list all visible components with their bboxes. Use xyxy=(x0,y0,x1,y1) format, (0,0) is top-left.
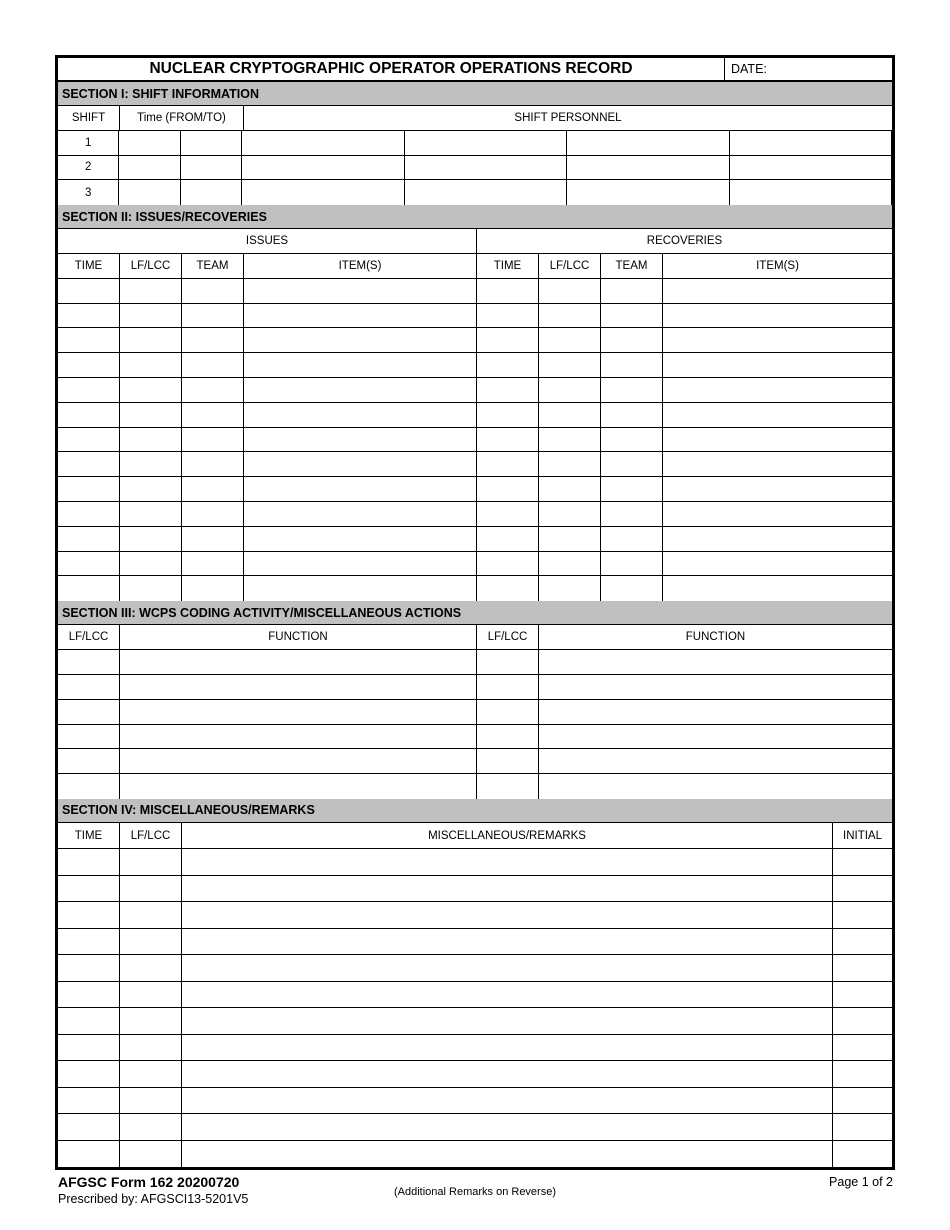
remark-row-1-cell-3[interactable] xyxy=(182,849,833,875)
shift-3-cell-3[interactable] xyxy=(181,180,242,205)
prescribed-by: Prescribed by: AFGSCI13-5201V5 xyxy=(58,1192,249,1206)
issue-row-2-cell-6[interactable] xyxy=(539,304,601,328)
remark-row-4-cell-3[interactable] xyxy=(182,929,833,955)
s4-col-remarks: MISCELLANEOUS/REMARKS xyxy=(182,823,833,849)
remark-row-8-cell-2[interactable] xyxy=(120,1035,182,1061)
remark-row-2-cell-1[interactable] xyxy=(58,876,120,902)
coding-row-5-cell-3[interactable] xyxy=(477,749,539,773)
remark-row xyxy=(58,1141,892,1168)
issue-row-6-cell-7[interactable] xyxy=(601,403,663,427)
issue-row-12-cell-2[interactable] xyxy=(120,552,182,576)
coding-row-2-cell-3[interactable] xyxy=(477,675,539,699)
issue-row-11-cell-2[interactable] xyxy=(120,527,182,551)
remark-row-4-cell-1[interactable] xyxy=(58,929,120,955)
issue-row-8-cell-8[interactable] xyxy=(663,452,892,476)
remark-row-6-cell-4[interactable] xyxy=(833,982,892,1008)
shift-1-cell-6[interactable] xyxy=(567,131,729,155)
recoveries-label: RECOVERIES xyxy=(646,235,723,248)
issue-row-2-cell-8[interactable] xyxy=(663,304,892,328)
remark-row xyxy=(58,876,892,903)
issue-row-10-cell-2[interactable] xyxy=(120,502,182,526)
issue-recovery-row xyxy=(58,452,892,477)
issue-row-2-cell-5[interactable] xyxy=(477,304,539,328)
remark-row-4-cell-4[interactable] xyxy=(833,929,892,955)
issue-row-9-cell-8[interactable] xyxy=(663,477,892,501)
shift-2-cell-3[interactable] xyxy=(181,156,242,180)
s4-col-lf-lcc: LF/LCC xyxy=(120,823,182,849)
shift-number: 2 xyxy=(58,156,119,180)
remark-row-11-cell-4[interactable] xyxy=(833,1114,892,1140)
coding-row-3-cell-4[interactable] xyxy=(539,700,892,724)
page-number: Page 1 of 2 xyxy=(829,1175,893,1189)
remark-row-5-cell-3[interactable] xyxy=(182,955,833,981)
issue-row-1-cell-7[interactable] xyxy=(601,279,663,303)
remark-row-4-cell-2[interactable] xyxy=(120,929,182,955)
remark-row-6-cell-2[interactable] xyxy=(120,982,182,1008)
issue-row-9-cell-6[interactable] xyxy=(539,477,601,501)
issue-row-13-cell-8[interactable] xyxy=(663,576,892,601)
issue-row-7-cell-2[interactable] xyxy=(120,428,182,452)
remark-row-3-cell-3[interactable] xyxy=(182,902,833,928)
issue-row-6-cell-3[interactable] xyxy=(182,403,244,427)
issue-row-13-cell-3[interactable] xyxy=(182,576,244,601)
issue-row-3-cell-6[interactable] xyxy=(539,328,601,352)
remark-row-12-cell-2[interactable] xyxy=(120,1141,182,1168)
issue-row-2-cell-4[interactable] xyxy=(244,304,477,328)
coding-activity-row xyxy=(58,675,892,700)
issue-row-9-cell-7[interactable] xyxy=(601,477,663,501)
remark-row-11-cell-3[interactable] xyxy=(182,1114,833,1140)
issue-row-11-cell-3[interactable] xyxy=(182,527,244,551)
recoveries-col-lf-lcc: LF/LCC xyxy=(539,254,601,278)
remark-row-7-cell-3[interactable] xyxy=(182,1008,833,1034)
s4-col-time: TIME xyxy=(58,823,120,849)
remark-row xyxy=(58,1114,892,1141)
issue-row-3-cell-5[interactable] xyxy=(477,328,539,352)
section-3-heading: SECTION III: WCPS CODING ACTIVITY/MISCELLANEOUS ACTIONS xyxy=(58,601,892,625)
remark-row-8-cell-1[interactable] xyxy=(58,1035,120,1061)
remark-row xyxy=(58,982,892,1009)
issue-recovery-row xyxy=(58,576,892,601)
issues-col-time: TIME xyxy=(58,254,120,278)
issue-row-6-cell-8[interactable] xyxy=(663,403,892,427)
issue-row-9-cell-2[interactable] xyxy=(120,477,182,501)
coding-row-6-cell-2[interactable] xyxy=(120,774,477,799)
remark-row-10-cell-3[interactable] xyxy=(182,1088,833,1114)
operations-record-form xyxy=(55,55,895,1170)
remark-row xyxy=(58,1008,892,1035)
coding-row-1-cell-4[interactable] xyxy=(539,650,892,674)
remark-row xyxy=(58,929,892,956)
issue-row-11-cell-6[interactable] xyxy=(539,527,601,551)
issue-row-1-cell-8[interactable] xyxy=(663,279,892,303)
coding-row-5-cell-1[interactable] xyxy=(58,749,120,773)
recoveries-col-items: ITEM(S) xyxy=(756,259,799,272)
issues-col-items: ITEM(S) xyxy=(244,254,477,278)
form-title: NUCLEAR CRYPTOGRAPHIC OPERATOR OPERATIONS RECORD xyxy=(58,58,725,80)
remark-row-7-cell-2[interactable] xyxy=(120,1008,182,1034)
remark-rows xyxy=(58,849,892,1167)
remark-row-10-cell-4[interactable] xyxy=(833,1088,892,1114)
shift-2-cell-4[interactable] xyxy=(242,156,404,180)
col-shift-personnel: SHIFT PERSONNEL xyxy=(514,111,622,124)
issue-row-10-cell-7[interactable] xyxy=(601,502,663,526)
s3-col-function-right: FUNCTION xyxy=(685,631,746,644)
remark-row-3-cell-4[interactable] xyxy=(833,902,892,928)
issue-row-3-cell-2[interactable] xyxy=(120,328,182,352)
issue-row-10-cell-4[interactable] xyxy=(244,502,477,526)
issue-row-9-cell-1[interactable] xyxy=(58,477,120,501)
remark-row-2-cell-3[interactable] xyxy=(182,876,833,902)
issue-row-5-cell-3[interactable] xyxy=(182,378,244,402)
coding-rows xyxy=(58,650,892,799)
section-3-header-row xyxy=(58,625,892,650)
shift-number: 3 xyxy=(58,180,119,205)
issues-col-team: TEAM xyxy=(182,254,244,278)
issue-row-13-cell-5[interactable] xyxy=(477,576,539,601)
issue-recovery-row xyxy=(58,304,892,329)
issue-row-13-cell-2[interactable] xyxy=(120,576,182,601)
coding-row-3-cell-2[interactable] xyxy=(120,700,477,724)
issue-recovery-row xyxy=(58,477,892,502)
coding-row-3-cell-1[interactable] xyxy=(58,700,120,724)
remark-row-1-cell-2[interactable] xyxy=(120,849,182,875)
shift-1-cell-4[interactable] xyxy=(242,131,404,155)
date-label: DATE: xyxy=(731,62,767,76)
issue-row-9-cell-3[interactable] xyxy=(182,477,244,501)
issue-recovery-row xyxy=(58,279,892,304)
remark-row-5-cell-4[interactable] xyxy=(833,955,892,981)
shift-1-cell-5[interactable] xyxy=(405,131,567,155)
recoveries-col-time: TIME xyxy=(477,254,539,278)
shift-1-cell-2[interactable] xyxy=(119,131,180,155)
s3-col-lf-lcc-right: LF/LCC xyxy=(477,625,539,649)
issue-row-12-cell-1[interactable] xyxy=(58,552,120,576)
issue-row-8-cell-7[interactable] xyxy=(601,452,663,476)
issue-row-11-cell-7[interactable] xyxy=(601,527,663,551)
remark-row-1-cell-4[interactable] xyxy=(833,849,892,875)
issue-row-3-cell-1[interactable] xyxy=(58,328,120,352)
issue-row-3-cell-7[interactable] xyxy=(601,328,663,352)
s4-col-initial: INITIAL xyxy=(843,829,882,842)
issues-col-lf-lcc: LF/LCC xyxy=(120,254,182,278)
issue-row-8-cell-5[interactable] xyxy=(477,452,539,476)
issue-row-1-cell-4[interactable] xyxy=(244,279,477,303)
issue-row-6-cell-5[interactable] xyxy=(477,403,539,427)
remark-row-8-cell-3[interactable] xyxy=(182,1035,833,1061)
remark-row-12-cell-1[interactable] xyxy=(58,1141,120,1168)
issue-row-9-cell-4[interactable] xyxy=(244,477,477,501)
issue-row-1-cell-1[interactable] xyxy=(58,279,120,303)
issue-recovery-row xyxy=(58,353,892,378)
issue-row-3-cell-4[interactable] xyxy=(244,328,477,352)
issue-row-4-cell-5[interactable] xyxy=(477,353,539,377)
remark-row-11-cell-1[interactable] xyxy=(58,1114,120,1140)
issue-row-12-cell-8[interactable] xyxy=(663,552,892,576)
remark-row-12-cell-3[interactable] xyxy=(182,1141,833,1168)
remark-row-11-cell-2[interactable] xyxy=(120,1114,182,1140)
issue-row-11-cell-5[interactable] xyxy=(477,527,539,551)
section-2-header-row xyxy=(58,254,892,279)
issue-row-7-cell-6[interactable] xyxy=(539,428,601,452)
coding-row-4-cell-3[interactable] xyxy=(477,725,539,749)
issue-row-7-cell-8[interactable] xyxy=(663,428,892,452)
issue-row-11-cell-8[interactable] xyxy=(663,527,892,551)
shift-1-cell-3[interactable] xyxy=(181,131,242,155)
shift-3-cell-4[interactable] xyxy=(242,180,404,205)
issue-row-1-cell-6[interactable] xyxy=(539,279,601,303)
issue-row-6-cell-6[interactable] xyxy=(539,403,601,427)
shift-3-cell-5[interactable] xyxy=(405,180,567,205)
section-2-group-row xyxy=(58,229,892,254)
issue-row-4-cell-4[interactable] xyxy=(244,353,477,377)
issue-row-8-cell-2[interactable] xyxy=(120,452,182,476)
coding-row-2-cell-2[interactable] xyxy=(120,675,477,699)
issue-row-5-cell-2[interactable] xyxy=(120,378,182,402)
shift-2-cell-2[interactable] xyxy=(119,156,180,180)
issue-row-4-cell-7[interactable] xyxy=(601,353,663,377)
issue-row-5-cell-6[interactable] xyxy=(539,378,601,402)
issue-row-10-cell-3[interactable] xyxy=(182,502,244,526)
title-row xyxy=(58,58,892,82)
issue-row-4-cell-1[interactable] xyxy=(58,353,120,377)
issue-row-13-cell-7[interactable] xyxy=(601,576,663,601)
col-time-from-to: Time (FROM/TO) xyxy=(120,106,244,130)
remark-row-7-cell-4[interactable] xyxy=(833,1008,892,1034)
coding-row-5-cell-2[interactable] xyxy=(120,749,477,773)
issue-row-4-cell-6[interactable] xyxy=(539,353,601,377)
remark-row-1-cell-1[interactable] xyxy=(58,849,120,875)
issue-row-5-cell-5[interactable] xyxy=(477,378,539,402)
issue-row-5-cell-8[interactable] xyxy=(663,378,892,402)
issue-row-7-cell-1[interactable] xyxy=(58,428,120,452)
issue-row-5-cell-1[interactable] xyxy=(58,378,120,402)
remark-row xyxy=(58,902,892,929)
shift-row xyxy=(58,180,892,205)
remark-row xyxy=(58,1061,892,1088)
issue-row-6-cell-4[interactable] xyxy=(244,403,477,427)
issue-row-13-cell-4[interactable] xyxy=(244,576,477,601)
remark-row-3-cell-1[interactable] xyxy=(58,902,120,928)
remark-row-9-cell-3[interactable] xyxy=(182,1061,833,1087)
s3-col-lf-lcc-left: LF/LCC xyxy=(58,625,120,649)
issue-row-7-cell-5[interactable] xyxy=(477,428,539,452)
issue-recovery-row xyxy=(58,502,892,527)
issue-row-7-cell-4[interactable] xyxy=(244,428,477,452)
section-4-heading: SECTION IV: MISCELLANEOUS/REMARKS xyxy=(58,799,892,823)
remark-row-7-cell-1[interactable] xyxy=(58,1008,120,1034)
shift-2-cell-5[interactable] xyxy=(405,156,567,180)
issue-row-2-cell-7[interactable] xyxy=(601,304,663,328)
remark-row xyxy=(58,1035,892,1062)
issue-row-8-cell-4[interactable] xyxy=(244,452,477,476)
issue-row-2-cell-2[interactable] xyxy=(120,304,182,328)
remark-row-8-cell-4[interactable] xyxy=(833,1035,892,1061)
issue-row-1-cell-2[interactable] xyxy=(120,279,182,303)
remark-row-9-cell-1[interactable] xyxy=(58,1061,120,1087)
coding-row-1-cell-3[interactable] xyxy=(477,650,539,674)
shift-3-cell-7[interactable] xyxy=(730,180,892,205)
issue-row-7-cell-3[interactable] xyxy=(182,428,244,452)
coding-row-3-cell-3[interactable] xyxy=(477,700,539,724)
issue-recovery-row xyxy=(58,552,892,577)
coding-row-1-cell-1[interactable] xyxy=(58,650,120,674)
coding-row-4-cell-4[interactable] xyxy=(539,725,892,749)
remark-row-6-cell-3[interactable] xyxy=(182,982,833,1008)
issue-row-8-cell-3[interactable] xyxy=(182,452,244,476)
issue-recovery-row xyxy=(58,328,892,353)
additional-remarks-note: (Additional Remarks on Reverse) xyxy=(393,1186,556,1198)
section-4-header-row xyxy=(58,823,892,850)
remark-row-5-cell-2[interactable] xyxy=(120,955,182,981)
date-field[interactable] xyxy=(725,58,892,80)
shift-3-cell-2[interactable] xyxy=(119,180,180,205)
remark-row-9-cell-4[interactable] xyxy=(833,1061,892,1087)
issue-row-13-cell-6[interactable] xyxy=(539,576,601,601)
issue-row-11-cell-1[interactable] xyxy=(58,527,120,551)
issue-row-12-cell-4[interactable] xyxy=(244,552,477,576)
issue-row-13-cell-1[interactable] xyxy=(58,576,120,601)
remark-row-5-cell-1[interactable] xyxy=(58,955,120,981)
issue-row-10-cell-8[interactable] xyxy=(663,502,892,526)
shift-3-cell-6[interactable] xyxy=(567,180,729,205)
issue-row-6-cell-1[interactable] xyxy=(58,403,120,427)
section-1-header-row xyxy=(58,106,892,131)
shift-2-cell-7[interactable] xyxy=(730,156,892,180)
issue-row-4-cell-3[interactable] xyxy=(182,353,244,377)
remark-row-10-cell-2[interactable] xyxy=(120,1088,182,1114)
remark-row-10-cell-1[interactable] xyxy=(58,1088,120,1114)
issue-row-3-cell-3[interactable] xyxy=(182,328,244,352)
issue-row-10-cell-1[interactable] xyxy=(58,502,120,526)
coding-row-2-cell-4[interactable] xyxy=(539,675,892,699)
issue-rows xyxy=(58,279,892,601)
issue-row-4-cell-8[interactable] xyxy=(663,353,892,377)
issue-row-12-cell-7[interactable] xyxy=(601,552,663,576)
issue-recovery-row xyxy=(58,403,892,428)
s3-col-function-left: FUNCTION xyxy=(120,625,477,649)
coding-activity-row xyxy=(58,700,892,725)
issue-recovery-row xyxy=(58,428,892,453)
coding-activity-row xyxy=(58,725,892,750)
remark-row-2-cell-4[interactable] xyxy=(833,876,892,902)
issue-row-8-cell-6[interactable] xyxy=(539,452,601,476)
issue-row-6-cell-2[interactable] xyxy=(120,403,182,427)
coding-row-6-cell-4[interactable] xyxy=(539,774,892,799)
coding-row-2-cell-1[interactable] xyxy=(58,675,120,699)
issue-row-4-cell-2[interactable] xyxy=(120,353,182,377)
issue-row-5-cell-7[interactable] xyxy=(601,378,663,402)
remark-row xyxy=(58,1088,892,1115)
shift-rows xyxy=(58,131,892,205)
remark-row-9-cell-2[interactable] xyxy=(120,1061,182,1087)
issue-row-7-cell-7[interactable] xyxy=(601,428,663,452)
section-2-heading: SECTION II: ISSUES/RECOVERIES xyxy=(58,205,892,229)
coding-activity-row xyxy=(58,774,892,799)
coding-row-4-cell-2[interactable] xyxy=(120,725,477,749)
issue-row-2-cell-1[interactable] xyxy=(58,304,120,328)
form-id: AFGSC Form 162 20200720 xyxy=(58,1174,240,1190)
shift-number: 1 xyxy=(58,131,119,155)
issue-row-12-cell-5[interactable] xyxy=(477,552,539,576)
coding-activity-row xyxy=(58,650,892,675)
remark-row-6-cell-1[interactable] xyxy=(58,982,120,1008)
coding-row-5-cell-4[interactable] xyxy=(539,749,892,773)
coding-row-6-cell-1[interactable] xyxy=(58,774,120,799)
shift-row xyxy=(58,156,892,181)
issue-row-11-cell-4[interactable] xyxy=(244,527,477,551)
coding-row-6-cell-3[interactable] xyxy=(477,774,539,799)
issue-row-5-cell-4[interactable] xyxy=(244,378,477,402)
shift-2-cell-6[interactable] xyxy=(567,156,729,180)
issue-recovery-row xyxy=(58,527,892,552)
shift-1-cell-7[interactable] xyxy=(730,131,892,155)
remark-row xyxy=(58,955,892,982)
issue-row-2-cell-3[interactable] xyxy=(182,304,244,328)
issue-row-3-cell-8[interactable] xyxy=(663,328,892,352)
issue-row-12-cell-3[interactable] xyxy=(182,552,244,576)
issue-row-1-cell-5[interactable] xyxy=(477,279,539,303)
shift-row xyxy=(58,131,892,156)
coding-row-4-cell-1[interactable] xyxy=(58,725,120,749)
issue-row-8-cell-1[interactable] xyxy=(58,452,120,476)
remark-row-12-cell-4[interactable] xyxy=(833,1141,892,1168)
col-shift: SHIFT xyxy=(58,106,120,130)
issue-row-9-cell-5[interactable] xyxy=(477,477,539,501)
issue-recovery-row xyxy=(58,378,892,403)
coding-activity-row xyxy=(58,749,892,774)
coding-row-1-cell-2[interactable] xyxy=(120,650,477,674)
issue-row-1-cell-3[interactable] xyxy=(182,279,244,303)
recoveries-col-team: TEAM xyxy=(601,254,663,278)
issue-row-10-cell-5[interactable] xyxy=(477,502,539,526)
issues-label: ISSUES xyxy=(58,229,477,253)
issue-row-12-cell-6[interactable] xyxy=(539,552,601,576)
remark-row xyxy=(58,849,892,876)
section-1-heading: SECTION I: SHIFT INFORMATION xyxy=(58,82,892,106)
remark-row-2-cell-2[interactable] xyxy=(120,876,182,902)
issue-row-10-cell-6[interactable] xyxy=(539,502,601,526)
remark-row-3-cell-2[interactable] xyxy=(120,902,182,928)
